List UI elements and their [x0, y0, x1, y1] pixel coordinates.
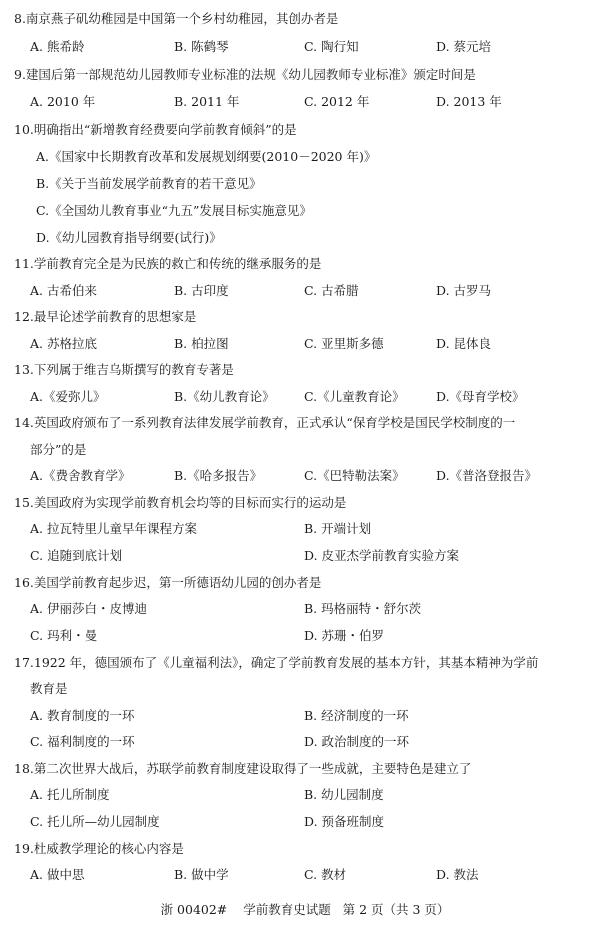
question-15-option-b: B. 开端计划 — [304, 521, 372, 536]
question-11-option-b: B. 古印度 — [174, 283, 229, 298]
question-9-option-d: D. 2013 年 — [436, 94, 502, 109]
question-10-option-a: A.《国家中长期教育改革和发展规划纲要(2010－2020 年)》 — [36, 149, 377, 164]
question-19-option-a: A. 做中思 — [30, 867, 85, 882]
page-number: 第 2 页（共 3 页） — [342, 902, 450, 917]
question-12-option-d: D. 昆体良 — [436, 336, 492, 351]
question-10-stem: 10.明确指出“新增教育经费要向学前教育倾斜”的是 — [14, 122, 297, 137]
question-8-stem: 8.南京燕子矶幼稚园是中国第一个乡村幼稚园，其创办者是 — [14, 11, 339, 26]
question-11-stem: 11.学前教育完全是为民族的救亡和传统的继承服务的是 — [14, 256, 322, 271]
question-12-option-a: A. 苏格拉底 — [30, 336, 97, 351]
question-13-option-d: D.《母育学校》 — [436, 389, 525, 404]
question-16-option-b: B. 玛格丽特・舒尔茨 — [304, 601, 422, 616]
question-17-option-d: D. 政治制度的一环 — [304, 734, 410, 749]
question-19-option-c: C. 教材 — [304, 867, 347, 882]
question-10-option-c: C.《全国幼儿教育事业“九五”发展目标实施意见》 — [36, 203, 312, 218]
question-14-stem-continued: 部分”的是 — [30, 442, 87, 457]
question-14-option-c: C.《巴特勒法案》 — [304, 468, 405, 483]
question-16-option-c: C. 玛利・曼 — [30, 628, 98, 643]
question-11-option-c: C. 古希腊 — [304, 283, 359, 298]
question-15-option-d: D. 皮亚杰学前教育实验方案 — [304, 548, 460, 563]
question-13-option-a: A.《爱弥儿》 — [30, 389, 106, 404]
question-17-stem-continued: 教育是 — [30, 681, 68, 696]
question-12-stem: 12.最早论述学前教育的思想家是 — [14, 309, 197, 324]
exam-subject: 学前教育史试题 — [243, 902, 331, 917]
question-13-option-c: C.《儿童教育论》 — [304, 389, 405, 404]
question-17-option-b: B. 经济制度的一环 — [304, 708, 409, 723]
question-18-option-b: B. 幼儿园制度 — [304, 787, 384, 802]
question-9-option-a: A. 2010 年 — [30, 94, 96, 109]
question-17-option-a: A. 教育制度的一环 — [30, 708, 135, 723]
question-18-stem: 18.第二次世界大战后，苏联学前教育制度建设取得了一些成就，主要特色是建立了 — [14, 761, 472, 776]
question-19-option-d: D. 教法 — [436, 867, 479, 882]
question-15-option-c: C. 追随到底计划 — [30, 548, 123, 563]
question-13-stem: 13.下列属于维吉乌斯撰写的教育专著是 — [14, 362, 234, 377]
question-8-option-a: A. 熊希龄 — [30, 39, 85, 54]
question-14-option-a: A.《费舍教育学》 — [30, 468, 131, 483]
question-8-option-b: B. 陈鹤琴 — [174, 39, 229, 54]
question-10-option-b: B.《关于当前发展学前教育的若干意见》 — [36, 176, 262, 191]
question-16-option-a: A. 伊丽莎白・皮博迪 — [30, 601, 147, 616]
question-16-option-d: D. 苏珊・伯罗 — [304, 628, 385, 643]
question-13-option-b: B.《幼儿教育论》 — [174, 389, 275, 404]
question-14-stem: 14.英国政府颁布了一系列教育法律发展学前教育，正式承认“保育学校是国民学校制度的一 — [14, 415, 516, 430]
question-19-stem: 19.杜威教学理论的核心内容是 — [14, 841, 184, 856]
exam-code: 浙 00402# — [160, 902, 228, 917]
question-15-stem: 15.美国政府为实现学前教育机会均等的目标而实行的运动是 — [14, 495, 347, 510]
question-9-stem: 9.建国后第一部规范幼儿园教师专业标准的法规《幼儿园教师专业标准》颁定时间是 — [14, 67, 476, 82]
question-9-option-c: C. 2012 年 — [304, 94, 370, 109]
question-12-option-b: B. 柏拉图 — [174, 336, 229, 351]
question-11-option-d: D. 古罗马 — [436, 283, 492, 298]
question-17-option-c: C. 福利制度的一环 — [30, 734, 135, 749]
page-footer — [0, 902, 610, 918]
question-18-option-d: D. 预备班制度 — [304, 814, 385, 829]
question-14-option-d: D.《普洛登报告》 — [436, 468, 538, 483]
question-15-option-a: A. 拉瓦特里儿童早年课程方案 — [30, 521, 197, 536]
question-17-stem: 17.1922 年，德国颁布了《儿童福利法》，确定了学前教育发展的基本方针，其基本精神为学前 — [14, 655, 539, 670]
question-18-option-a: A. 托儿所制度 — [30, 787, 110, 802]
question-12-option-c: C. 亚里斯多德 — [304, 336, 384, 351]
question-8-option-d: D. 蔡元培 — [436, 39, 492, 54]
question-16-stem: 16.美国学前教育起步迟，第一所德语幼儿园的创办者是 — [14, 575, 322, 590]
question-14-option-b: B.《哈多报告》 — [174, 468, 263, 483]
question-10-option-d: D.《幼儿园教育指导纲要(试行)》 — [36, 230, 222, 245]
question-19-option-b: B. 做中学 — [174, 867, 229, 882]
question-9-option-b: B. 2011 年 — [174, 94, 240, 109]
question-11-option-a: A. 古希伯来 — [30, 283, 97, 298]
question-8-option-c: C. 陶行知 — [304, 39, 359, 54]
question-18-option-c: C. 托儿所—幼儿园制度 — [30, 814, 160, 829]
